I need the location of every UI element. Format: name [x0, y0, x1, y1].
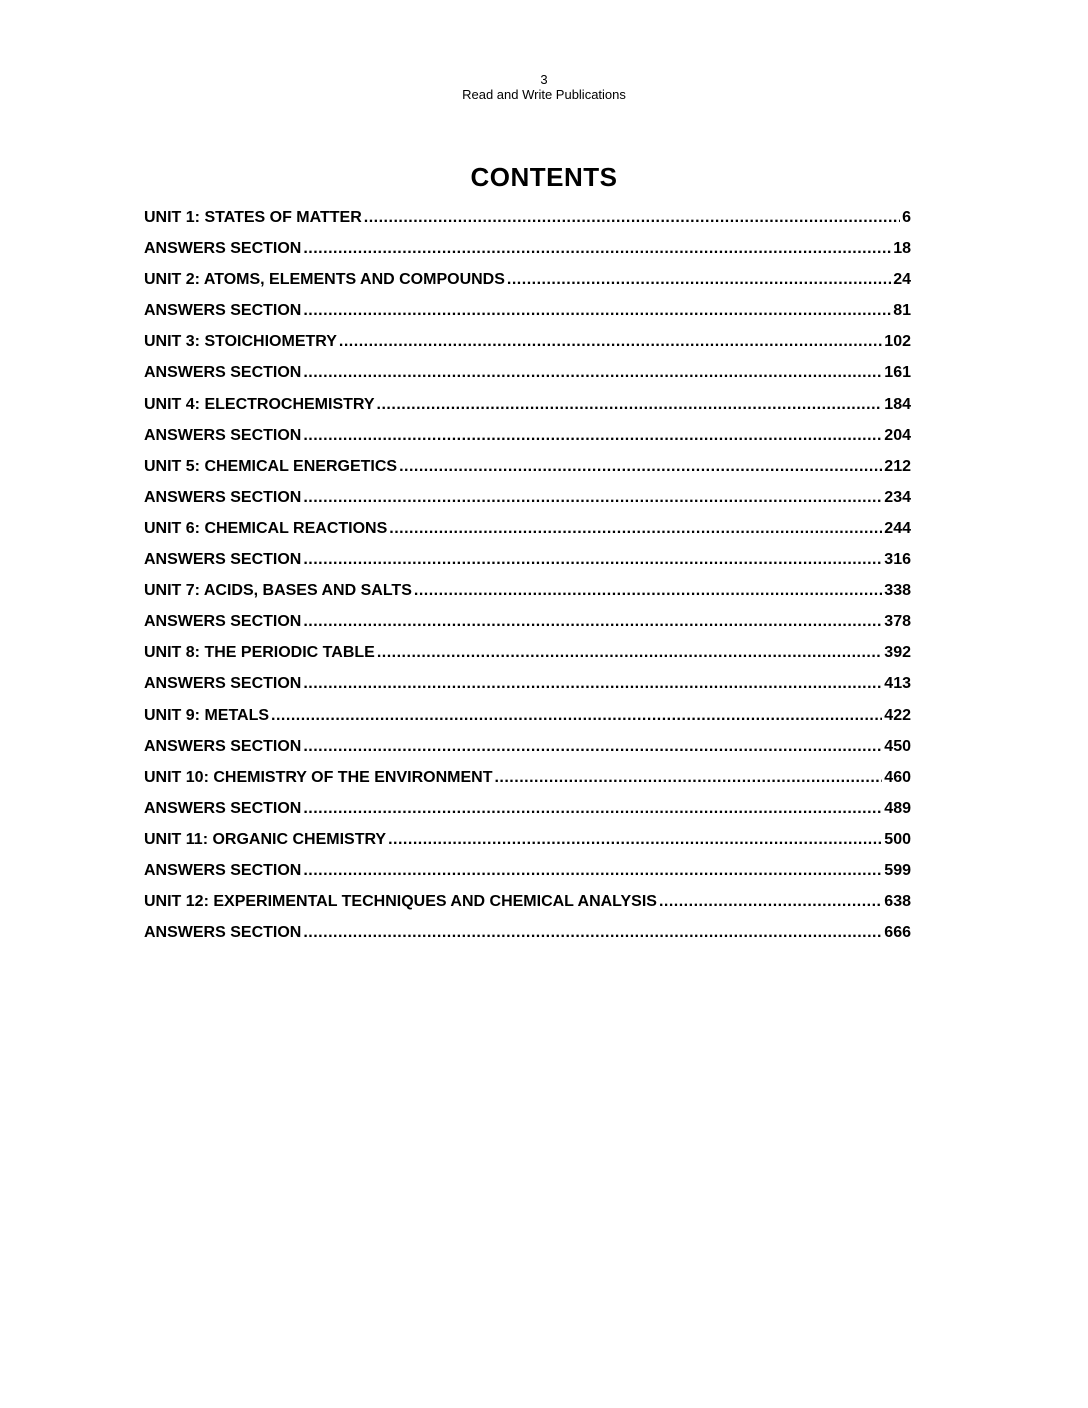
toc-entry[interactable] — [144, 675, 911, 706]
toc-entry[interactable] — [144, 644, 911, 675]
toc-entry[interactable] — [144, 924, 911, 955]
toc-leader-dots — [303, 924, 882, 942]
toc-entry-page: 413 — [884, 675, 911, 693]
toc-entry-page: 489 — [884, 799, 911, 817]
toc-entry-page: 24 — [893, 271, 911, 289]
toc-leader-dots — [494, 769, 882, 787]
toc-entry[interactable] — [144, 271, 911, 302]
toc-leader-dots — [303, 240, 891, 258]
toc-entry[interactable] — [144, 551, 911, 582]
toc-leader-dots — [377, 396, 883, 414]
toc-entry-page: 204 — [884, 426, 911, 444]
toc-entry-page: 184 — [884, 395, 911, 413]
toc-entry-label: ANSWERS SECTION — [144, 240, 302, 258]
toc-entry-label: ANSWERS SECTION — [144, 426, 302, 444]
toc-leader-dots — [303, 489, 882, 507]
toc-entry[interactable] — [144, 364, 911, 395]
toc-entry-label: ANSWERS SECTION — [144, 675, 302, 693]
toc-leader-dots — [303, 862, 882, 880]
toc-entry[interactable] — [144, 582, 911, 613]
toc-entry-page: 422 — [884, 706, 911, 724]
toc-entry[interactable] — [144, 738, 911, 769]
toc-entry-label: UNIT 10: CHEMISTRY OF THE ENVIRONMENT — [144, 768, 493, 786]
toc-entry-page: 338 — [884, 582, 911, 600]
toc-entry-page: 500 — [884, 830, 911, 848]
toc-leader-dots — [364, 209, 900, 227]
toc-entry-label: ANSWERS SECTION — [144, 613, 302, 631]
toc-entry[interactable] — [144, 396, 911, 427]
toc-entry-label: UNIT 1: STATES OF MATTER — [144, 209, 362, 226]
toc-entry-label: ANSWERS SECTION — [144, 488, 302, 506]
toc-entry-label: ANSWERS SECTION — [144, 302, 302, 320]
toc-entry[interactable] — [144, 800, 911, 831]
toc-entry[interactable] — [144, 831, 911, 862]
toc-entry-label: UNIT 5: CHEMICAL ENERGETICS — [144, 457, 398, 475]
toc-entry-page: 316 — [884, 551, 911, 569]
toc-entry-label: UNIT 4: ELECTROCHEMISTRY — [144, 395, 375, 413]
toc-entry[interactable] — [144, 769, 911, 800]
toc-leader-dots — [388, 831, 882, 849]
toc-entry[interactable] — [144, 489, 911, 520]
toc-entry-label: UNIT 8: THE PERIODIC TABLE — [144, 644, 375, 662]
toc-leader-dots — [303, 551, 882, 569]
toc-entry-page: 161 — [884, 364, 911, 382]
table-of-contents — [144, 209, 911, 955]
toc-leader-dots — [271, 707, 882, 725]
toc-entry-label: UNIT 3: STOICHIOMETRY — [144, 333, 337, 351]
toc-leader-dots — [303, 800, 882, 818]
toc-entry-page: 6 — [902, 209, 911, 226]
toc-entry[interactable] — [144, 302, 911, 333]
toc-leader-dots — [389, 520, 882, 538]
toc-leader-dots — [399, 458, 882, 476]
toc-entry-label: UNIT 9: METALS — [144, 706, 270, 724]
toc-leader-dots — [303, 302, 891, 320]
toc-entry-page: 638 — [884, 893, 911, 911]
toc-entry-label: ANSWERS SECTION — [144, 799, 302, 817]
toc-entry-label: ANSWERS SECTION — [144, 924, 302, 942]
toc-entry[interactable] — [144, 240, 911, 271]
toc-entry-page: 81 — [893, 302, 911, 320]
toc-leader-dots — [377, 644, 882, 662]
toc-entry-label: ANSWERS SECTION — [144, 364, 302, 382]
page-header — [0, 72, 1088, 102]
toc-entry[interactable] — [144, 209, 911, 240]
toc-entry-label: UNIT 6: CHEMICAL REACTIONS — [144, 519, 388, 537]
toc-entry-page: 378 — [884, 613, 911, 631]
toc-entry-page: 212 — [884, 457, 911, 475]
toc-entry-label: UNIT 7: ACIDS, BASES AND SALTS — [144, 582, 412, 600]
toc-leader-dots — [303, 613, 882, 631]
toc-entry[interactable] — [144, 613, 911, 644]
page-title: CONTENTS — [470, 162, 618, 192]
toc-entry-label: ANSWERS SECTION — [144, 861, 302, 879]
toc-entry[interactable] — [144, 862, 911, 893]
toc-entry-page: 102 — [884, 333, 911, 351]
toc-entry-page: 18 — [893, 240, 911, 258]
toc-entry[interactable] — [144, 520, 911, 551]
toc-entry-page: 244 — [884, 519, 911, 537]
toc-leader-dots — [339, 333, 882, 351]
toc-entry-label: ANSWERS SECTION — [144, 737, 302, 755]
toc-entry-label: UNIT 2: ATOMS, ELEMENTS AND COMPOUNDS — [144, 271, 505, 289]
toc-entry-label: UNIT 12: EXPERIMENTAL TECHNIQUES AND CHEMICAL ANALYSIS — [144, 893, 657, 911]
toc-leader-dots — [303, 364, 882, 382]
publisher-name: Read and Write Publications — [462, 87, 626, 102]
toc-leader-dots — [303, 738, 882, 756]
toc-entry[interactable] — [144, 427, 911, 458]
toc-entry[interactable] — [144, 707, 911, 738]
toc-entry-label: ANSWERS SECTION — [144, 551, 302, 569]
toc-entry-page: 392 — [884, 644, 911, 662]
toc-entry-page: 460 — [884, 768, 911, 786]
toc-entry[interactable] — [144, 458, 911, 489]
page-number: 3 — [540, 72, 548, 87]
toc-entry-page: 450 — [884, 737, 911, 755]
toc-leader-dots — [507, 271, 891, 289]
toc-entry-label: UNIT 11: ORGANIC CHEMISTRY — [144, 830, 387, 848]
toc-entry-page: 666 — [884, 924, 911, 942]
toc-entry[interactable] — [144, 893, 911, 924]
toc-leader-dots — [414, 582, 882, 600]
toc-entry[interactable] — [144, 333, 911, 364]
toc-entry-page: 599 — [884, 861, 911, 879]
toc-leader-dots — [659, 893, 882, 911]
toc-leader-dots — [303, 675, 882, 693]
toc-entry-page: 234 — [884, 488, 911, 506]
toc-leader-dots — [303, 427, 882, 445]
